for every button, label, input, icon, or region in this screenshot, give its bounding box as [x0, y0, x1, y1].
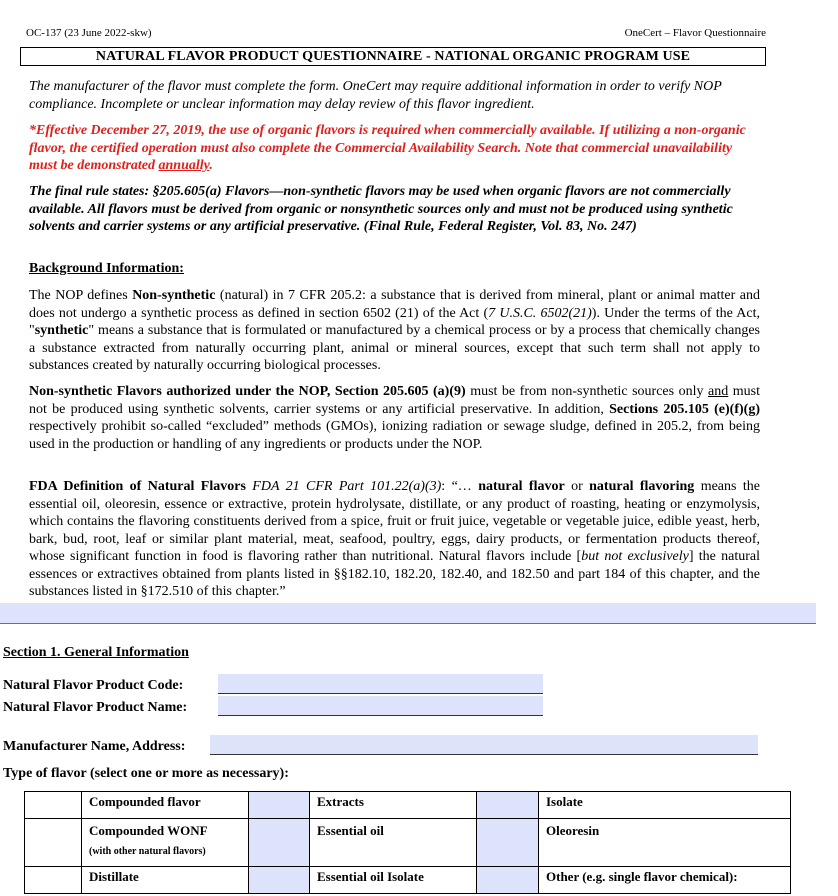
product-code-label: Natural Flavor Product Code: — [3, 678, 184, 693]
p5-and: and — [708, 384, 729, 399]
p6-text-c: : “… — [441, 479, 479, 494]
table-row — [25, 867, 791, 894]
p5-text-d: must not be produced using synthetic solvents, carrier systems or any artificial preservative. In addition, — [29, 384, 760, 417]
compounded-wonf-cell — [82, 819, 249, 867]
compounded-wonf-note: (with other natural flavors) — [89, 846, 206, 857]
notice-end: . — [209, 158, 213, 173]
distillate-label: Distillate — [82, 867, 249, 894]
document-name: OneCert – Flavor Questionnaire — [624, 27, 766, 39]
section-separator-line — [0, 623, 816, 624]
intro-instructions: The manufacturer of the flavor must complete the form. OneCert may require additional information in order to verify NOP compliance. Incomplete or unclear information may delay review of this flavor ingredient. — [29, 79, 722, 112]
isolate-checkbox[interactable] — [477, 792, 539, 819]
effective-date-notice — [29, 122, 760, 175]
manufacturer-label: Manufacturer Name, Address: — [3, 739, 186, 754]
flavor-type-table — [24, 791, 791, 894]
section-separator-band — [0, 603, 816, 623]
p4-text-e: ). Under the terms of the Act, " — [29, 305, 760, 338]
p5-text-f: respectively prohibit so-called “excluded” methods (GMOs), ionizing radiation or sewage sludge, defined in 205.2, from being used in the production or handling of any ingredients or products under the NOP. — [29, 419, 760, 452]
essential-oil-checkbox[interactable] — [249, 819, 310, 867]
section-1-heading: Section 1. General Information — [3, 645, 189, 660]
p5-heading: Non-synthetic Flavors authorized under the NOP, Section 205.605 (a)(9) — [29, 384, 466, 399]
p6-text-g: means the essential oil, oleoresin, essence or extractive, protein hydrolysate, distillate, or any product of roasting, heating or enzymolysis, which contains the flavoring constituents derived from a spice, fruit or fruit juice, vegetable or vegetable juice, edible yeast, herb, bark, bud, root, leaf or similar plant material, meat, seafood, poultry, eggs, dairy products, or fermentation products thereof, whose significant function in food is flavoring rather than nutritional. Natural flavors include [ — [29, 479, 760, 564]
fda-definition-paragraph — [29, 478, 760, 601]
p6-not-exclusively: but not exclusively — [581, 549, 689, 564]
p6-text-e: or — [564, 479, 590, 494]
p4-term-non-synthetic: Non-synthetic — [132, 288, 216, 303]
document-id: OC-137 (23 June 2022-skw) — [26, 27, 152, 39]
essential-oil-label: Essential oil — [310, 819, 477, 867]
p5-text-b: must be from non-synthetic sources only — [465, 384, 709, 399]
p5-sections: Sections 205.105 (e)(f)(g) — [609, 401, 760, 417]
essential-oil-isolate-checkbox[interactable] — [249, 867, 310, 894]
compounded-flavor-checkbox[interactable] — [25, 792, 82, 819]
product-name-label: Natural Flavor Product Name: — [3, 700, 188, 715]
background-heading: Background Information: — [29, 261, 184, 276]
manufacturer-input[interactable] — [210, 735, 758, 755]
p6-citation: FDA 21 CFR Part 101.22(a)(3) — [245, 479, 442, 494]
form-title: NATURAL FLAVOR PRODUCT QUESTIONNAIRE - NATIONAL ORGANIC PROGRAM USE — [20, 47, 766, 66]
authorized-flavors-paragraph — [29, 383, 760, 453]
essential-oil-isolate-label: Essential oil Isolate — [310, 867, 477, 894]
p6-heading: FDA Definition of Natural Flavors — [29, 479, 246, 494]
p6-text-i: ] the natural essences or extractives obtained from plants listed in §§182.10, 182.20, 182.40, and 182.50 and part 184 of this chapter, and the substances listed in §172.510 of this chapter.” — [29, 549, 760, 599]
isolate-label: Isolate — [539, 792, 791, 819]
compounded-wonf-label: Compounded WONF — [89, 823, 208, 838]
product-name-input[interactable] — [218, 696, 543, 716]
compounded-wonf-checkbox[interactable] — [25, 819, 82, 867]
p4-text-a: The NOP defines — [29, 288, 133, 303]
p6-natural-flavoring: natural flavoring — [589, 479, 695, 494]
table-row — [25, 819, 791, 867]
extracts-checkbox[interactable] — [249, 792, 310, 819]
extracts-label: Extracts — [310, 792, 477, 819]
p6-natural-flavor: natural flavor — [478, 479, 565, 494]
notice-text: *Effective December 27, 2019, the use of organic flavors is required when commercially available. If utilizing a non-organic flavor, the certified operation must also complete the Commercial Availability Search. Note that commercial unavailability must be demonstrated — [29, 123, 746, 173]
p4-text-g: " means a substance that is formulated or manufactured by a chemical process or by a process that chemically changes a substance extracted from naturally occurring plant, animal or mineral sources, except that such term shall not apply to substances created by naturally occurring biological processes. — [29, 323, 760, 373]
flavor-type-label: Type of flavor (select one or more as necessary): — [3, 766, 289, 781]
table-row — [25, 792, 791, 819]
final-rule-statement: The final rule states: §205.605(a) Flavors—non-synthetic flavors may be used when organic flavors are not commercially available. All flavors must be derived from organic or nonsynthetic sources only and must not be produced using synthetic solvents and carrier systems or any artificial preservative. (Final Rule, Federal Register, Vol. 83, No. 247) — [29, 184, 733, 234]
other-label: Other (e.g. single flavor chemical): — [539, 867, 791, 894]
non-synthetic-definition — [29, 287, 760, 375]
p4-usc-citation: 7 U.S.C. 6502(21) — [488, 305, 592, 321]
product-code-input[interactable] — [218, 674, 543, 694]
oleoresin-label: Oleoresin — [539, 819, 791, 867]
oleoresin-checkbox[interactable] — [477, 819, 539, 867]
p4-text-c: (natural) in 7 CFR 205.2: a substance that is derived from mineral, plant or animal matter and does not undergo a synthetic process as defined in section 6502 (21) of the Act ( — [29, 288, 760, 321]
distillate-checkbox[interactable] — [25, 867, 82, 894]
compounded-flavor-label: Compounded flavor — [82, 792, 249, 819]
other-checkbox[interactable] — [477, 867, 539, 894]
notice-annually: annually — [158, 158, 210, 173]
p4-term-synthetic: synthetic — [34, 323, 89, 338]
